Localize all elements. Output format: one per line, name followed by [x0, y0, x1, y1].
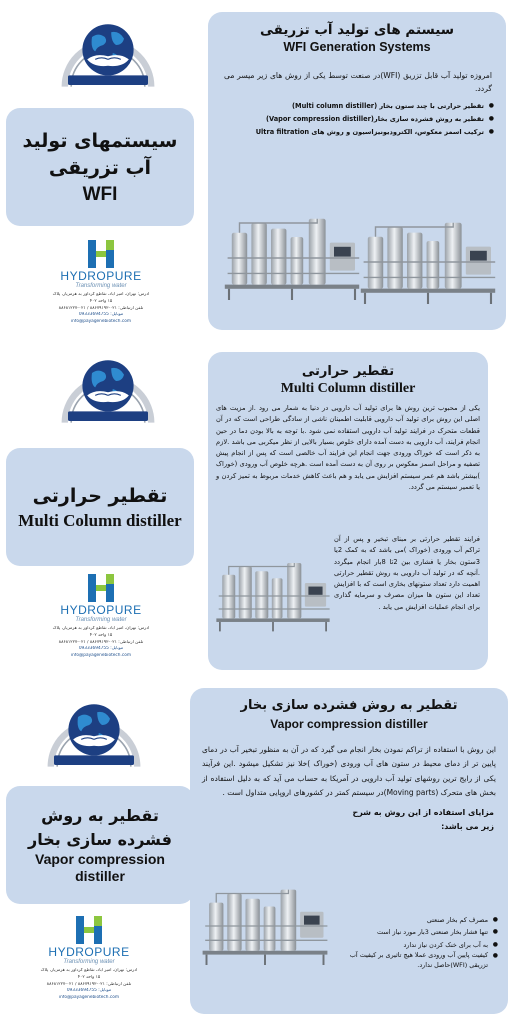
section-content-card: [208, 12, 506, 330]
email-link[interactable]: info@payagenebiotech.com: [58, 994, 120, 1000]
hydropure-name: HYDROPURE: [60, 603, 142, 617]
content-heading-fa: تقطیر به روش فشرده سازی بخار: [240, 698, 458, 713]
address-line-1: آدرس: تهران، امیر آباد، تقاطع گرداور به هرمزیار، پلاک: [52, 626, 150, 632]
description-paragraph: یکی از محبوب ترین روش ها برای تولید آب دارویی در دنیا به شمار می رود .از مزیت های اصلی این روش برای تولید آب دارویی قابلیت اطمینان ناشی از سادگی طراحی است که در آن قطعات متحرک در فرایند تولید آب دارویی استفاده نمی شود .با توجه به بالا بودن دما در حین انجام فرایند، آب دارویی به دست آمده دارای خلوص بسیار بالایی از نظر میکربی می باشد .لازم به ذکر است که خوراک ورودی جهت انجام این فرایند آب خالصی است که پس از انجام پیش تصفیه و مراحل اسمز معکوس بر روی آن به دست آمده است .هرچه خلوص آب ورودی (خوراک )بیشتر باشد هم عمر سیستم افزایش می یابد و هم باعث کاهش خدمات مربوط به تمیز کردن و یا تعمیر سیستم می گردد.: [216, 404, 480, 491]
section-title-fa: تقطیر به روش فشرده سازی بخار: [28, 806, 172, 849]
description-paragraph: این روش با استفاده از تراکم نمودن بخار انجام می گیرد که در آن به منظور تبخیر آب در دمای پایین تر از دمای محیط در ستون های آب ورودی (خوراک )خلا نیز تشکیل میشود .این فرآیند یکی از رایج ترین روشهای تولید آب دارویی در آمریکا به حساب می آید که به دلیل استفاده از بخش های متحرک (Moving parts)در سیستم کمتر در کشورهای اروپایی متداول است .: [202, 745, 496, 797]
paya-gene-biotech-logo: [60, 12, 156, 94]
machine-photo-left: [222, 196, 362, 320]
section-title-en: Vapor compression distiller: [35, 850, 165, 885]
content-heading-fa: سیستم های تولید آب تزریقی: [259, 22, 454, 38]
hydropure-logo-icon: [74, 914, 104, 946]
section-wfi: [0, 0, 511, 338]
content-heading-en: Multi Column distiller: [280, 381, 416, 396]
section-vapor-compression: [0, 682, 511, 1024]
machine-photo: [214, 530, 332, 662]
advantages-title: مزایای استفاده از این روش به شرح زیر می باشد:: [352, 808, 494, 831]
advantages-list: [340, 914, 498, 971]
email-link[interactable]: info@payagenebiotech.com: [70, 652, 132, 658]
list-item: ● کیفیت پایین آب ورودی عملا هیچ تاثیری بر کیفیت آب تزریقی (WFI)حاصل ندارد.: [340, 951, 498, 970]
hydropure-name: HYDROPURE: [48, 945, 130, 959]
hydropure-tagline: Transforming water: [75, 283, 127, 290]
phone-line: تلفن ارتباطی: ۰۲۱-۸۸۶۷۹۱۹۲ / ۰۲۱-۸۸۶۸۱۲۲۷: [58, 305, 144, 311]
list-item: ● تنها فشار بخار صنعتی 3بار مورد نیاز است: [340, 926, 498, 938]
address-line-2: ۱۵ واحد ۴۰۲: [77, 974, 101, 980]
methods-list: [218, 100, 494, 139]
list-item: ● به آب برای خنک کردن نیاز ندارد: [340, 939, 498, 951]
content-heading-en: Vapor compression distiller: [270, 717, 428, 731]
phone-line: تلفن ارتباطی: ۰۲۱-۸۸۶۷۹۱۹۲ / ۰۲۱-۸۸۶۸۱۲۲۷: [46, 981, 132, 987]
hydropure-logo-icon: [86, 238, 116, 270]
hydropure-contact-block: [46, 238, 156, 325]
hydropure-tagline: Transforming water: [63, 959, 115, 966]
email-link[interactable]: info@payagenebiotech.com: [70, 318, 132, 324]
section-title-card: [6, 786, 194, 904]
section-title-card: [6, 108, 194, 226]
intro-paragraph: امروزه تولید آب قابل تزریق (WFI)در صنعت توسط یکی از روش های زیر میسر می گردد.: [224, 71, 492, 93]
hydropure-contact-block: [34, 914, 144, 1001]
paya-gene-biotech-logo: [46, 692, 142, 774]
section-multi-column: [0, 340, 511, 678]
machine-photo-right: [358, 206, 498, 318]
section-title-card: [6, 448, 194, 566]
section-title-fa: تقطیر حرارتی: [32, 484, 168, 507]
mobile-line: 09333694755 :موبایل: [66, 988, 112, 994]
hydropure-tagline: Transforming water: [75, 617, 127, 624]
mobile-line: 09333694755 :موبایل: [78, 646, 124, 652]
hydropure-name: HYDROPURE: [60, 269, 142, 283]
section-content-card: [208, 352, 488, 670]
hydropure-contact-block: [46, 572, 156, 659]
phone-line: تلفن ارتباطی: ۰۲۱-۸۸۶۷۹۱۹۲ / ۰۲۱-۸۸۶۸۱۲۲۷: [58, 639, 144, 645]
section-title-fa: سیستمهای تولید آب تزریقی: [22, 129, 178, 180]
address-line-2: ۱۵ واحد ۴۰۲: [89, 632, 113, 638]
process-paragraph: فرایند تقطیر حرارتی بر مبنای تبخیر و پس از آن تراکم آب ورودی (خوراک )می باشد که به کمک 2یا 3ستون بخار یا فشاری بین 2تا 8بار انجام میگردد .آنچه که در تولید آب دارویی به روش تقطیر حرارتی اهمیت دارد تعداد ستونهای بخاری است که با افزایش تعداد این ستون ها میزان مصرف و سرمایه گذاری برای انجام عملیات افزایش می یابد .: [334, 535, 480, 611]
section-title-en: WFI: [82, 183, 118, 205]
list-item: ● تقطیر به روش فشرده سازی بخار(Vapor compression distiller): [218, 113, 494, 126]
list-item: ● ترکیب اسمز معکوس، الکترودیونیزاسیون و روش های Ultra filtration: [218, 126, 494, 139]
address-line-2: ۱۵ واحد ۴۰۲: [89, 298, 113, 304]
address-line-1: آدرس: تهران، امیر آباد، تقاطع گرداور به هرمزیار، پلاک: [52, 292, 150, 298]
paya-gene-biotech-logo: [60, 348, 156, 430]
list-item: ● مصرف کم بخار صنعتی: [340, 914, 498, 926]
hydropure-logo-icon: [86, 572, 116, 604]
address-line-1: آدرس: تهران، امیر آباد، تقاطع گرداور به هرمزیار، پلاک: [40, 968, 138, 974]
content-heading-fa: تقطیر حرارتی: [301, 364, 395, 379]
content-heading-en: WFI Generation Systems: [283, 40, 431, 54]
machine-photo: [200, 844, 330, 1008]
list-item: ● تقطیر حرارتی با چند ستون بخار (Multi column distiller): [218, 100, 494, 113]
section-content-card: [190, 688, 508, 1014]
mobile-line: 09333694755 :موبایل: [78, 312, 124, 318]
section-title-en: Multi Column distiller: [18, 511, 182, 531]
